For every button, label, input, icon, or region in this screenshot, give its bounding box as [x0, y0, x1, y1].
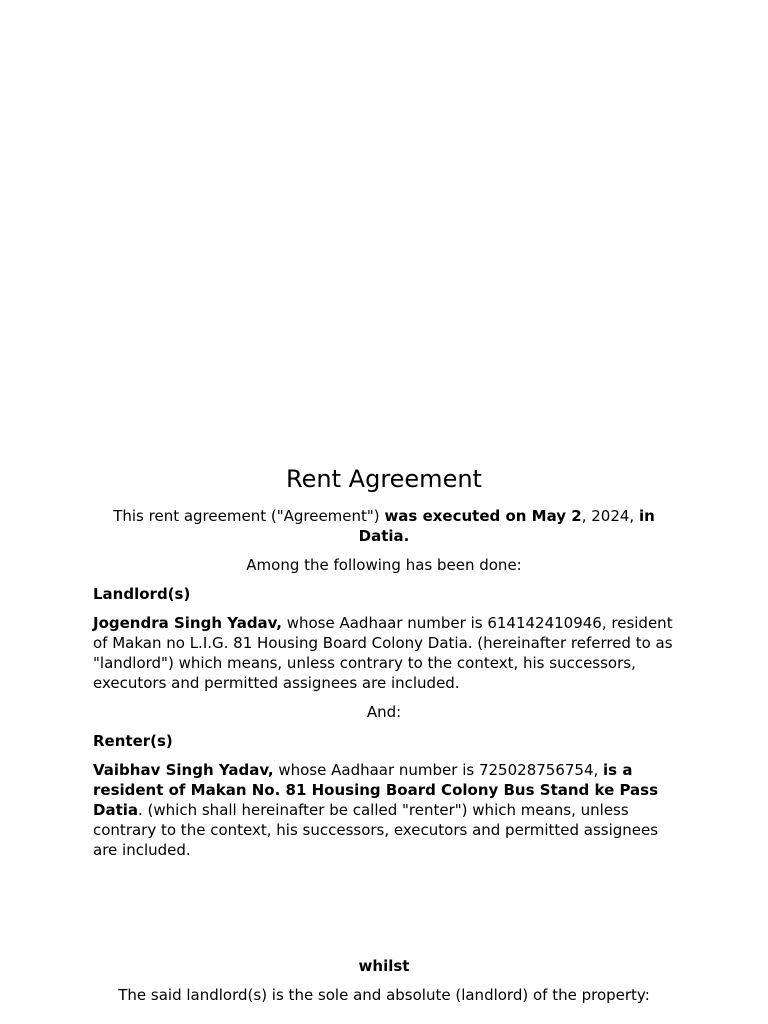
document-title: Rent Agreement [286, 465, 482, 493]
property-statement: The said landlord(s) is the sole and absolute (landlord) of the property: [118, 986, 650, 1004]
whilst-heading: whilst [358, 957, 410, 975]
execution-place: in Datia. [358, 507, 655, 545]
renter-residence: is a resident of Makan No. 81 Housing Board Colony Bus Stand ke Pass Datia [93, 761, 659, 819]
landlord-paragraph [93, 613, 675, 693]
landlord-details: whose Aadhaar number is 614142410946, resident of Makan no L.I.G. 81 Housing Board Colony Datia. (hereinafter referred to as "landlord") which means, unless contrary to the context, his successors, executors and permitted assignees are included. [93, 614, 673, 692]
landlord-name: Jogendra Singh Yadav, [93, 614, 282, 632]
renter-aadhaar: whose Aadhaar number is 725028756754, [273, 761, 604, 779]
intro-year: , 2024, [581, 507, 639, 525]
landlord-heading: Landlord(s) [93, 585, 191, 603]
renter-name: Vaibhav Singh Yadav, [93, 761, 274, 779]
intro-paragraph [93, 506, 675, 546]
intro-text: This rent agreement ("Agreement") [113, 507, 385, 525]
execution-date: was executed on May 2 [384, 507, 582, 525]
renter-paragraph [93, 760, 675, 860]
renter-heading: Renter(s) [93, 732, 173, 750]
renter-details: . (which shall hereinafter be called "renter") which means, unless contrary to the context, his successors, executors and permitted assignees are included. [93, 801, 659, 859]
among-statement: Among the following has been done: [246, 556, 522, 574]
and-separator: And: [366, 703, 402, 721]
